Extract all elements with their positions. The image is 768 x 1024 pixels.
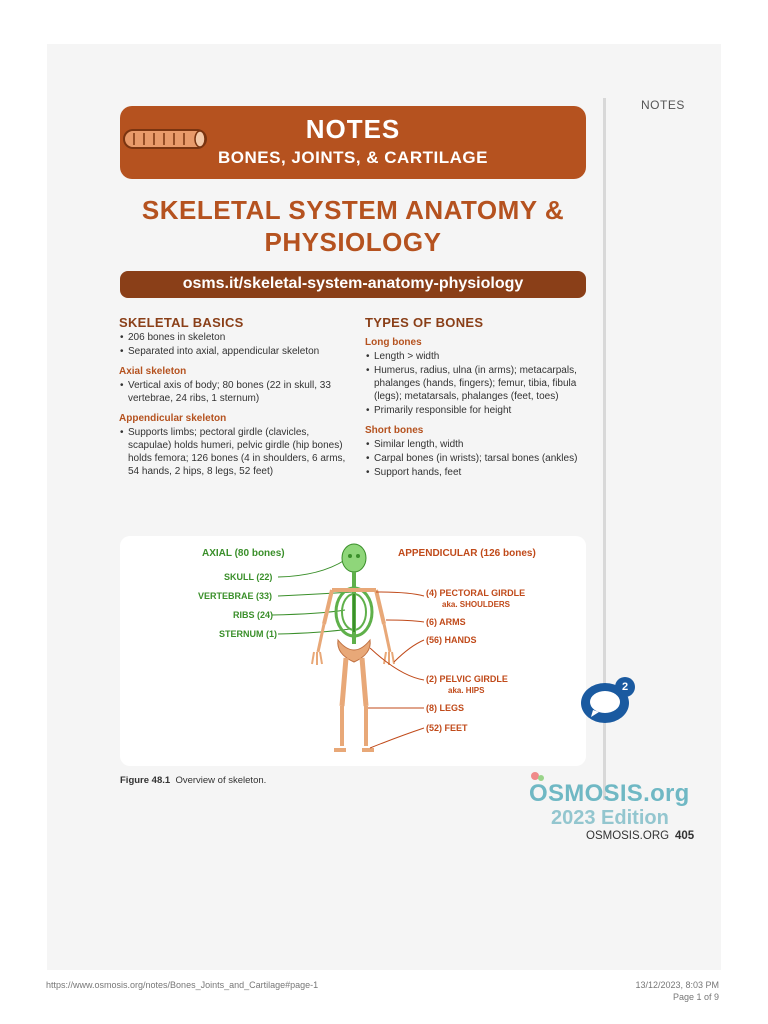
edition-label: 2023 Edition <box>551 807 669 829</box>
pectoral-girdle-label: (4) PECTORAL GIRDLE <box>426 588 526 598</box>
footer-site: OSMOSIS.ORG <box>586 830 670 842</box>
section-heading: SKELETAL BASICS <box>119 315 244 330</box>
axial-title: AXIAL (80 bones) <box>202 548 285 559</box>
list-item: • Length > width <box>365 350 587 363</box>
banner-title: NOTES <box>305 114 401 144</box>
list-item: • Humerus, radius, ulna (in arms); metacarpals, phalanges (hands, fingers); femur, tibia, fibula (legs); metatarsals, phalanges (feet, toes) <box>365 364 587 403</box>
list-item: • Primarily responsible for height <box>365 404 587 417</box>
page-title <box>120 194 586 258</box>
list-item: • Vertical axis of body; 80 bones (22 in skull, 33 vertebrae, 24 ribs, 1 sternum) <box>119 379 347 405</box>
pelvic-aka-label: aka. HIPS <box>448 686 485 695</box>
arms-label: (6) ARMS <box>426 617 466 627</box>
hands-label: (56) HANDS <box>426 635 477 645</box>
list-item: • Similar length, width <box>365 438 587 451</box>
pectoral-aka-label: aka. SHOULDERS <box>442 600 511 609</box>
list-item: • Supports limbs; pectoral girdle (clavicles, scapulae) holds humeri, pelvic girdle (hip bones) holds femora; 126 bones (4 in shoulders, 6 arms, 54 hands, 2 hips, 8 legs, 52 feet) <box>119 426 347 478</box>
vertebrae-label: VERTEBRAE (33) <box>198 591 273 601</box>
print-url: https://www.osmosis.org/notes/Bones_Joints_and_Cartilage#page-1 <box>46 980 319 990</box>
topic-link-bar[interactable] <box>120 271 586 298</box>
side-notes-label: NOTES <box>641 98 685 112</box>
skull-label: SKULL (22) <box>224 572 273 582</box>
topic-link[interactable]: osms.it/skeletal-system-anatomy-physiology <box>182 275 524 292</box>
print-date: 13/12/2023, 8:03 PM <box>635 980 719 990</box>
osmosis-logo-text: OSMOSIS.org <box>529 780 690 807</box>
skeleton-figure <box>120 536 586 766</box>
document-page <box>47 44 721 970</box>
list-item: • 206 bones in skeleton <box>119 331 347 344</box>
comment-count-badge: 2 <box>615 677 635 697</box>
list-item: • Separated into axial, appendicular skeleton <box>119 345 347 358</box>
figure-caption-text: Overview of skeleton. <box>175 775 267 786</box>
subsection-heading: Long bones <box>365 337 422 348</box>
footer-page-number: 405 <box>675 830 695 842</box>
list-item: • Carpal bones (in wrists); tarsal bones (ankles) <box>365 452 587 465</box>
ribs-label: RIBS (24) <box>233 610 274 620</box>
feet-label: (52) FEET <box>426 723 468 733</box>
subsection-heading: Axial skeleton <box>119 366 187 377</box>
print-page-count: Page 1 of 9 <box>672 992 719 1002</box>
subsection-heading: Appendicular skeleton <box>119 413 227 424</box>
skeleton-diagram <box>120 536 586 766</box>
subsection-heading: Short bones <box>365 425 424 436</box>
section-heading: TYPES OF BONES <box>365 315 484 330</box>
figure-caption <box>120 775 266 786</box>
appendicular-title: APPENDICULAR (126 bones) <box>398 548 536 559</box>
figure-number: Figure 48.1 <box>120 775 171 786</box>
pelvic-girdle-label: (2) PELVIC GIRDLE <box>426 674 508 684</box>
sternum-label: STERNUM (1) <box>219 629 277 639</box>
title-line-1: SKELETAL SYSTEM ANATOMY & <box>141 195 565 225</box>
skeletal-basics-column <box>119 316 347 479</box>
types-of-bones-column <box>365 316 587 480</box>
legs-label: (8) LEGS <box>426 703 465 713</box>
title-line-2: PHYSIOLOGY <box>264 227 442 257</box>
list-item: • Support hands, feet <box>365 466 587 479</box>
banner-subtitle: BONES, JOINTS, & CARTILAGE <box>218 148 488 167</box>
notes-banner <box>120 106 586 179</box>
